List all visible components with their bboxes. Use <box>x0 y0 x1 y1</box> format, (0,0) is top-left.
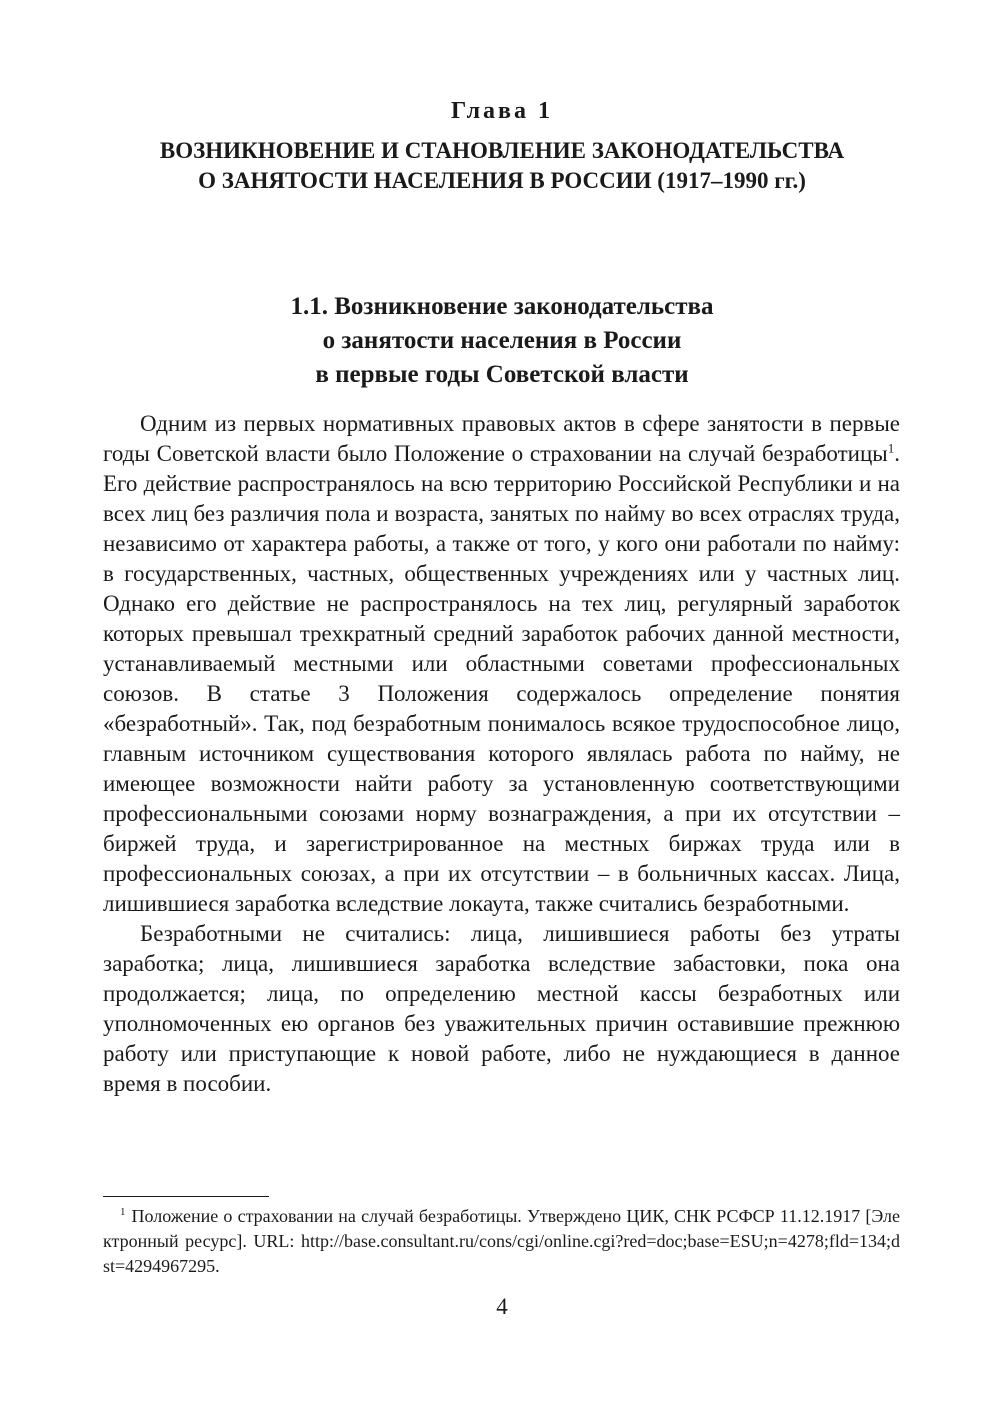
paragraph-1-start: Одним из первых нормативных правовых актов в сфере занятости в первые годы Советской власти было Положение о страховании на случай безработицы <box>103 411 900 466</box>
footnote-divider <box>103 1196 269 1197</box>
footnote-number: 1 <box>120 1206 126 1218</box>
paragraph-1-rest: . Его действие распространялось на всю территорию Российской Республики и на всех лиц без различия пола и возраста, занятых по найму во всех отраслях труда, независимо от характера работы, а также от того, у кого они работали по найму: в государственных, частных, общественных учреждениях или у частных лиц. Однако его действие не распространялось на тех лиц, регулярный заработок которых превышал трехкратный средний заработок рабочих данной местности, устанавливаемый местными или областными советами профессиональных союзов. В статье 3 Положения содержалось определение понятия «безработный». Так, под безработным понималось всякое трудоспособное лицо, главным источником существования которого являлась работа по найму, не имеющее возможности найти работу за установленную соответствующими профессиональными союзами норму вознаграждения, а при их отсутствии – биржей труда, и зарегистрированное на местных биржах труда или в профессиональных союзах, а при их отсутствии – в больничных кассах. Лица, лишившиеся заработка вследствие локаута, также считались безработными. <box>103 441 900 916</box>
chapter-title <box>100 136 904 196</box>
section-title <box>100 290 904 392</box>
section-title-line-2: о занятости населения в России <box>322 327 682 354</box>
chapter-label: Глава 1 <box>451 98 553 124</box>
paragraph-2: Безработными не считались: лица, лишившиеся работы без утраты заработка; лица, лишившиеся заработка вследствие забастовки, пока она продолжается; лица, по определению местной кассы безработных или уполномоченных ею органов без уважительных причин оставившие прежнюю работу или приступающие к новой работе, либо не нуждающиеся в данное время в пособии. <box>103 921 900 1096</box>
section-title-line-3: в первые годы Советской власти <box>315 361 689 388</box>
footnote-text: Положение о страховании на случай безработицы. Утверждено ЦИК, СНК РСФСР 11.12.1917 [Электронный ресурс]. URL: http://base.consultant.ru/cons/cgi/online.cgi?red=doc;base=ESU;n=4278;fld=134;dst=4294967295. <box>103 1206 900 1276</box>
chapter-title-line-2: О ЗАНЯТОСТИ НАСЕЛЕНИЯ В РОССИИ (1917–1990 гг.) <box>198 168 806 193</box>
paragraph-1 <box>103 409 900 919</box>
chapter-title-line-1: ВОЗНИКНОВЕНИЕ И СТАНОВЛЕНИЕ ЗАКОНОДАТЕЛЬСТВА <box>159 138 845 163</box>
page-number: 4 <box>496 1294 508 1319</box>
footnote-reference[interactable]: 1 <box>887 440 895 456</box>
footnote <box>103 1204 900 1279</box>
section-title-line-1: 1.1. Возникновение законодательства <box>290 293 714 320</box>
body-text <box>103 409 900 1099</box>
